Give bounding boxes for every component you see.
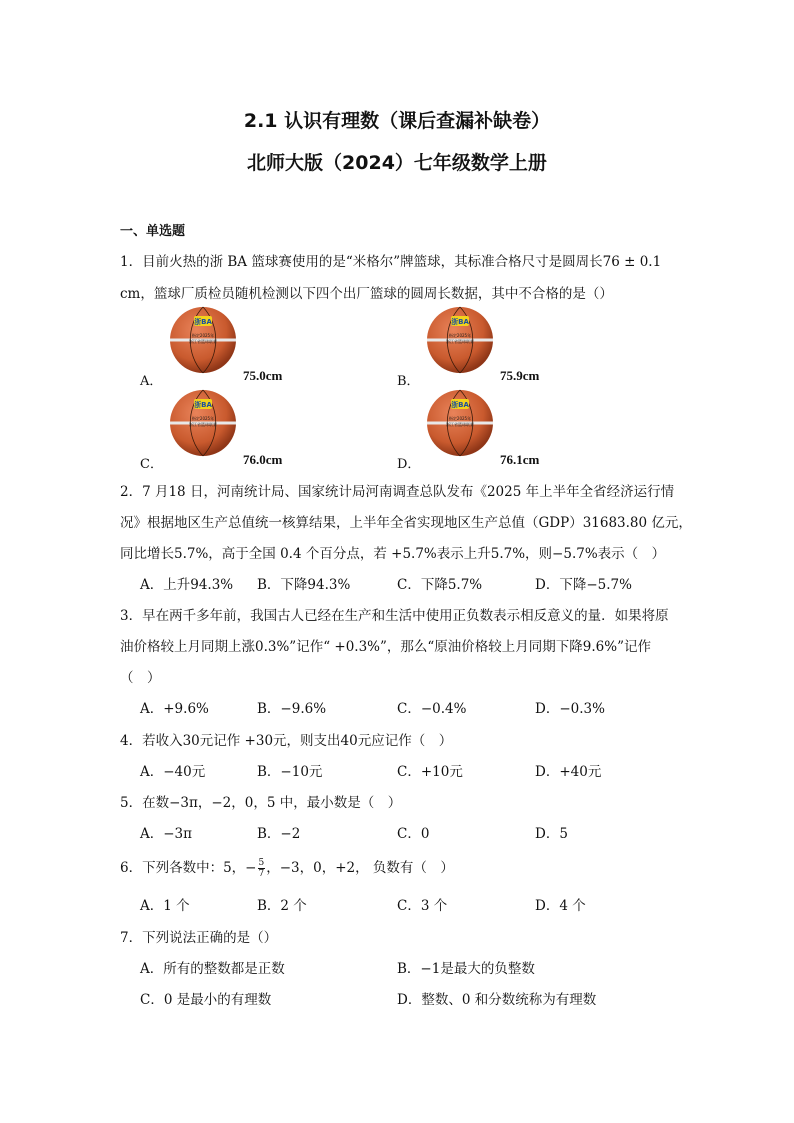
q2-option-c: C．下降5.7% <box>397 577 483 593</box>
svg-text:指定2025年: 指定2025年 <box>448 333 472 338</box>
q1-option-b-label: B． <box>397 374 420 389</box>
q6-option-b: B．2 个 <box>257 898 307 914</box>
q2-option-b: B．下降94.3% <box>257 577 351 593</box>
svg-text:浙江省篮球联赛: 浙江省篮球联赛 <box>189 422 217 427</box>
q5-option-b: B．−2 <box>257 826 301 842</box>
q1-option-d-value: 76.1cm <box>500 452 540 467</box>
svg-text:浙BA: 浙BA <box>194 401 212 409</box>
q5-option-c: C．0 <box>397 826 430 842</box>
svg-text:浙江省篮球联赛: 浙江省篮球联赛 <box>446 422 474 427</box>
q7-line1: 7．下列说法正确的是（） <box>120 930 278 946</box>
q5-option-a: A．−3π <box>140 826 193 842</box>
q7-option-c: C．0 是最小的有理数 <box>140 992 272 1008</box>
q6-fraction-denominator: 7 <box>258 869 265 879</box>
q1-option-c-label: C． <box>140 457 163 472</box>
q3-line3: （ ） <box>120 670 161 686</box>
q4-line1: 4．若收入30元记作 +30元，则支出40元应记作（ ） <box>120 733 453 749</box>
q6-suffix: ，−3，0，+2， 负数有（ ） <box>266 860 454 876</box>
ball-logo: 浙BA <box>194 318 212 326</box>
q2-line2: 况》根据地区生产总值统一核算结果，上半年全省实现地区生产总值（GDP）31683.80 亿元， <box>120 515 692 531</box>
q2-option-a: A．上升94.3% <box>140 577 234 593</box>
basketball-image-d <box>425 388 495 458</box>
basketball-image-c <box>168 388 238 458</box>
q6-option-d: D．4 个 <box>535 898 586 914</box>
q3-line1: 3．早在两千多年前，我国古人已经在生产和生活中使用正负数表示相反意义的量．如果将原 <box>120 608 669 624</box>
q1-option-c-value: 76.0cm <box>243 452 283 467</box>
q1-option-b-value: 75.9cm <box>500 368 540 383</box>
svg-text:指定2025年: 指定2025年 <box>191 416 215 421</box>
q5-option-d: D．5 <box>535 826 568 842</box>
basketball-image-a <box>168 305 238 375</box>
q3-line2: 油价格较上月同期上涨0.3%”记作“ +0.3%”，那么“原油价格较上月同期下降9.6%”记作 <box>120 639 652 655</box>
page-subtitle: 北师大版（2024）七年级数学上册 <box>247 152 547 174</box>
q7-option-a: A．所有的整数都是正数 <box>140 961 285 977</box>
q4-option-b: B．−10元 <box>257 764 323 780</box>
basketball-image-b <box>425 305 495 375</box>
q4-option-a: A．−40元 <box>140 764 206 780</box>
q4-option-c: C．+10元 <box>397 764 463 780</box>
q3-option-d: D．−0.3% <box>535 701 605 717</box>
q1-line2: cm，篮球厂质检员随机检测以下四个出厂篮球的圆周长数据，其中不合格的是（） <box>120 286 613 302</box>
q6-option-c: C．3 个 <box>397 898 448 914</box>
q1-option-a-value: 75.0cm <box>243 368 283 383</box>
q6-option-a: A．1 个 <box>140 898 190 914</box>
q2-line1: 2．7 月18 日，河南统计局、国家统计局河南调查总队发布《2025 年上半年全省经济运行情 <box>120 484 675 500</box>
q7-option-d: D．整数、0 和分数统称为有理数 <box>397 992 597 1008</box>
svg-text:浙BA: 浙BA <box>451 318 469 326</box>
q2-option-d: D．下降−5.7% <box>535 577 632 593</box>
q1-option-d-label: D． <box>397 457 421 472</box>
q3-option-c: C．−0.4% <box>397 701 467 717</box>
q1-line1: 1．目前火热的浙 BA 篮球赛使用的是“米格尔”牌篮球，其标准合格尺寸是圆周长76 ± 0.1 <box>120 254 662 270</box>
q3-option-a: A．+9.6% <box>140 701 209 717</box>
q3-option-b: B．−9.6% <box>257 701 327 717</box>
q7-option-b: B．−1是最大的负整数 <box>397 961 535 977</box>
q6-fraction-numerator: 5 <box>258 858 265 868</box>
svg-text:浙江省篮球联赛: 浙江省篮球联赛 <box>446 339 474 344</box>
q4-option-d: D．+40元 <box>535 764 602 780</box>
q6-prefix: 6．下列各数中：5，− <box>120 860 257 876</box>
q6-line1 <box>120 856 680 879</box>
q6-fraction <box>258 858 266 879</box>
q1-option-a-label: A． <box>140 374 163 389</box>
q2-line3: 同比增长5.7%，高于全国 0.4 个百分点，若 +5.7%表示上升5.7%，则−5.7%表示（ ） <box>120 546 666 562</box>
svg-text:浙BA: 浙BA <box>451 401 469 409</box>
svg-text:浙江省篮球联赛: 浙江省篮球联赛 <box>189 339 217 344</box>
section-heading: 一、单选题 <box>120 224 186 239</box>
svg-text:指定2025年: 指定2025年 <box>448 416 472 421</box>
svg-text:指定2025年: 指定2025年 <box>191 333 215 338</box>
q5-line1: 5．在数−3π，−2，0，5 中，最小数是（ ） <box>120 795 402 811</box>
page-title: 2.1 认识有理数（课后查漏补缺卷） <box>243 110 551 132</box>
